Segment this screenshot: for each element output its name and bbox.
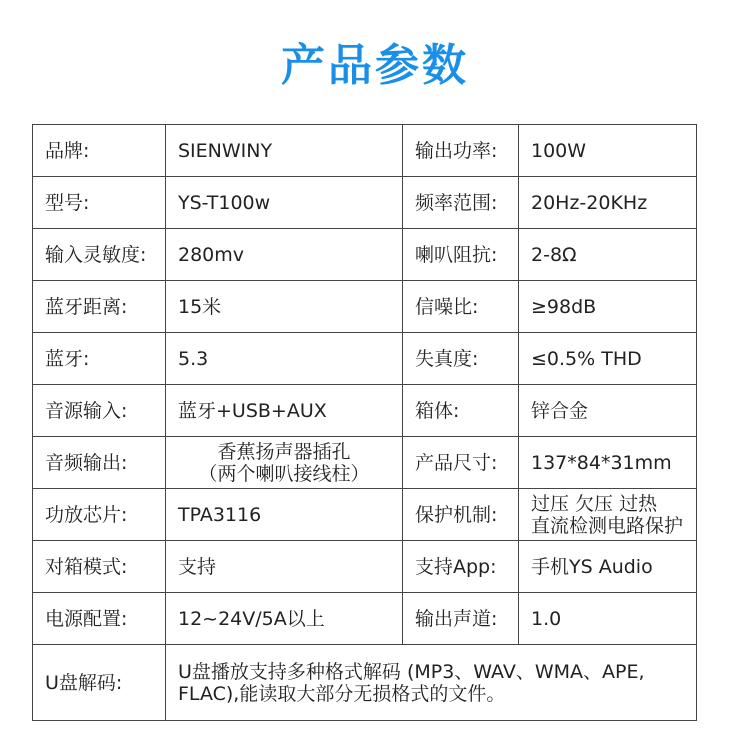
table-row [33, 593, 697, 645]
spec-label: 频率范围: [403, 177, 519, 229]
spec-value: 15米 [166, 281, 403, 333]
table-row [33, 177, 697, 229]
spec-label: 产品尺寸: [403, 437, 519, 489]
spec-label: 保护机制: [403, 489, 519, 541]
spec-label: 支持App: [403, 541, 519, 593]
table-row [33, 489, 697, 541]
page-title: 产品参数 [281, 40, 469, 91]
table-row [33, 385, 697, 437]
spec-value: YS-T100w [166, 177, 403, 229]
spec-label: 输出功率: [403, 125, 519, 177]
spec-label: 蓝牙: [33, 333, 166, 385]
spec-label: 功放芯片: [33, 489, 166, 541]
spec-value-line: （两个喇叭接线柱） [198, 462, 370, 485]
spec-value: 手机YS Audio [519, 541, 697, 593]
spec-label: 品牌: [33, 125, 166, 177]
spec-value: 锌合金 [519, 385, 697, 437]
spec-label: 电源配置: [33, 593, 166, 645]
table-row [33, 333, 697, 385]
spec-value: 支持 [166, 541, 403, 593]
spec-label: 失真度: [403, 333, 519, 385]
spec-value-line: 直流检测电路保护 [531, 514, 684, 537]
spec-table [32, 124, 697, 721]
spec-label: 型号: [33, 177, 166, 229]
spec-value: TPA3116 [166, 489, 403, 541]
spec-label: 信噪比: [403, 281, 519, 333]
spec-value: 12~24V/5A以上 [166, 593, 403, 645]
spec-label: 音频输出: [33, 437, 166, 489]
table-row [33, 125, 697, 177]
spec-value-line: 香蕉扬声器插孔 [217, 440, 351, 463]
spec-value [519, 489, 697, 541]
spec-label: 喇叭阻抗: [403, 229, 519, 281]
table-row [33, 541, 697, 593]
table-row [33, 437, 697, 489]
table-row [33, 281, 697, 333]
spec-value [166, 437, 403, 489]
spec-value-line: 过压 欠压 过热 [531, 492, 658, 515]
spec-value: 2-8Ω [519, 229, 697, 281]
spec-value: 20Hz-20KHz [519, 177, 697, 229]
spec-label: 箱体: [403, 385, 519, 437]
spec-label: 输入灵敏度: [33, 229, 166, 281]
table-row [33, 229, 697, 281]
spec-label: 蓝牙距离: [33, 281, 166, 333]
spec-value: 280mv [166, 229, 403, 281]
spec-value: 蓝牙+USB+AUX [166, 385, 403, 437]
spec-value: 1.0 [519, 593, 697, 645]
spec-label: 音源输入: [33, 385, 166, 437]
spec-value: U盘播放支持多种格式解码 (MP3、WAV、WMA、APE, FLAC),能读取大部分无损格式的文件。 [166, 645, 697, 721]
spec-value: 5.3 [166, 333, 403, 385]
table-row [33, 645, 697, 721]
spec-value: ≥98dB [519, 281, 697, 333]
spec-label: 对箱模式: [33, 541, 166, 593]
spec-value: 100W [519, 125, 697, 177]
spec-value: ≤0.5% THD [519, 333, 697, 385]
spec-label: 输出声道: [403, 593, 519, 645]
spec-value: 137*84*31mm [519, 437, 697, 489]
spec-label: U盘解码: [33, 645, 166, 721]
spec-value: SIENWINY [166, 125, 403, 177]
